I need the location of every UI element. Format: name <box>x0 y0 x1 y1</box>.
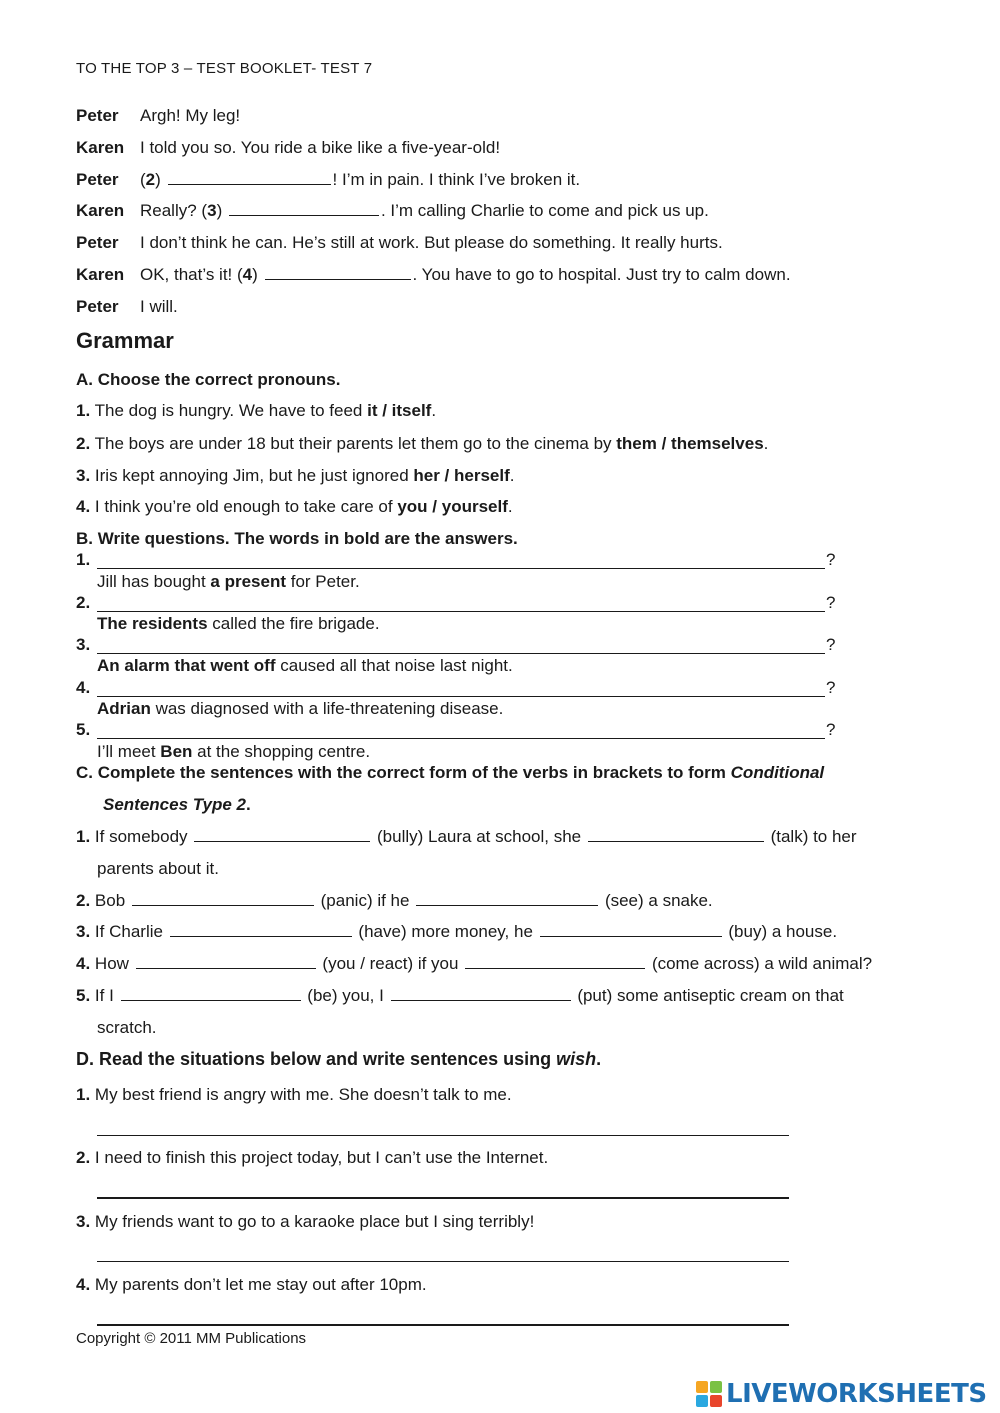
dialogue-line: Argh! My leg! <box>140 106 241 125</box>
wish-answer-line[interactable] <box>97 1135 789 1136</box>
item-text: (talk) to her <box>770 827 857 846</box>
item-number: 2. <box>76 891 91 910</box>
answer-sentence <box>97 742 370 762</box>
section-d-title <box>76 1049 601 1070</box>
verb-blank[interactable] <box>170 922 352 937</box>
wish-answer-line[interactable] <box>97 1324 789 1326</box>
list-item <box>76 891 713 911</box>
item-text: (panic) if he <box>320 891 410 910</box>
question-answer-line[interactable] <box>97 696 825 697</box>
dialogue-text: ) <box>216 201 223 220</box>
item-number: 2. <box>76 434 91 453</box>
question-answer-line[interactable] <box>97 611 825 612</box>
section-title-italic: wish <box>556 1049 597 1069</box>
verb-blank[interactable] <box>540 922 722 937</box>
list-item <box>76 922 837 942</box>
list-item <box>76 466 514 486</box>
list-item <box>76 1085 512 1105</box>
item-number: 1. <box>76 827 91 846</box>
dialogue-line: I will. <box>140 297 178 316</box>
item-text: (be) you, I <box>307 986 384 1005</box>
item-text: called the fire brigade. <box>207 614 380 633</box>
item-text: . <box>507 497 513 516</box>
item-text: Jill has bought <box>97 572 211 591</box>
dialogue-line <box>140 265 791 285</box>
item-text: If somebody <box>94 827 188 846</box>
dialogue-text: ) <box>155 170 161 189</box>
item-text: (come across) a wild animal? <box>651 954 873 973</box>
dialogue-text: OK, that’s it! ( <box>140 265 243 284</box>
verb-blank[interactable] <box>136 954 316 969</box>
speaker-name: Peter <box>76 106 119 125</box>
item-number: 2. <box>76 1148 91 1167</box>
item-text: was diagnosed with a life-threatening disease. <box>150 699 504 718</box>
section-title-text: . <box>246 795 251 814</box>
verb-blank[interactable] <box>194 827 370 842</box>
item-text: (you / react) if you <box>322 954 459 973</box>
answer-sentence <box>97 656 513 676</box>
dialogue-text: ! I’m in pain. I think I’ve broken it. <box>332 170 581 189</box>
wish-answer-line[interactable] <box>97 1197 789 1199</box>
section-title-text: D. Read the situations below and write sentences using <box>76 1049 557 1069</box>
speaker-name: Karen <box>76 138 125 157</box>
pronoun-choice[interactable]: it / itself <box>367 401 432 420</box>
item-text: I’ll meet <box>97 742 161 761</box>
speaker-name: Karen <box>76 265 125 284</box>
list-item <box>76 954 872 974</box>
item-number: 4. <box>76 497 91 516</box>
item-text: . <box>509 466 515 485</box>
section-c-title <box>76 763 824 783</box>
verb-blank[interactable] <box>391 986 571 1001</box>
section-heading-grammar: Grammar <box>76 328 174 353</box>
item-number: 2. <box>76 593 91 612</box>
item-text: at the shopping centre. <box>192 742 371 761</box>
item-text: (have) more money, he <box>358 922 533 941</box>
dialogue-text: ( <box>140 170 146 189</box>
pronoun-choice[interactable]: them / themselves <box>616 434 764 453</box>
item-text: (see) a snake. <box>604 891 713 910</box>
item-number: 3. <box>76 1212 91 1231</box>
question-answer-line[interactable] <box>97 653 825 654</box>
question-answer-line[interactable] <box>97 738 825 739</box>
item-text: caused all that noise last night. <box>275 656 513 675</box>
speaker-name: Karen <box>76 201 125 220</box>
speaker-name: Peter <box>76 233 119 252</box>
item-text: The dog is hungry. We have to feed <box>94 401 368 420</box>
dialogue-text: ) <box>252 265 258 284</box>
dialogue-line <box>140 201 709 221</box>
item-number: 4. <box>76 1275 91 1294</box>
item-number: 5. <box>76 720 91 739</box>
section-title-text: C. Complete the sentences with the correct form of the verbs in brackets to form <box>76 763 731 782</box>
page-header: TO THE TOP 3 – TEST BOOKLET- TEST 7 <box>76 60 373 77</box>
section-title-italic: Conditional <box>730 763 825 782</box>
item-text: I think you’re old enough to take care of <box>94 497 398 516</box>
section-a-title: A. Choose the correct pronouns. <box>76 370 341 389</box>
item-number: 1. <box>76 401 91 420</box>
item-text-cont: parents about it. <box>97 859 219 878</box>
dialogue-text: . I’m calling Charlie to come and pick us up. <box>380 201 709 220</box>
question-mark: ? <box>826 678 836 697</box>
blank-number: 2 <box>145 170 156 189</box>
pronoun-choice[interactable]: you / yourself <box>397 497 508 516</box>
answer-sentence <box>97 572 360 592</box>
speaker-name: Peter <box>76 170 119 189</box>
item-number: 4. <box>76 954 91 973</box>
brand-name: LIVEWORKSHEETS <box>726 1379 987 1409</box>
item-number: 4. <box>76 678 91 697</box>
verb-blank[interactable] <box>465 954 645 969</box>
item-text: My best friend is angry with me. She doesn’t talk to me. <box>94 1085 512 1104</box>
item-text: (put) some antiseptic cream on that <box>577 986 844 1005</box>
list-item <box>76 1148 548 1168</box>
question-mark: ? <box>826 593 836 612</box>
item-text: The boys are under 18 but their parents let them go to the cinema by <box>94 434 617 453</box>
answer-bold: The residents <box>97 614 208 633</box>
answer-blank[interactable] <box>168 170 331 185</box>
item-text: My parents don’t let me stay out after 10pm. <box>94 1275 427 1294</box>
dialogue-text: Really? ( <box>140 201 208 220</box>
item-text: . <box>763 434 769 453</box>
item-text: Bob <box>94 891 126 910</box>
copyright-footer: Copyright © 2011 MM Publications <box>76 1330 307 1347</box>
list-item <box>76 1275 427 1295</box>
question-answer-line[interactable] <box>97 568 825 569</box>
blank-number: 3 <box>207 201 217 220</box>
section-c-title-cont <box>103 795 251 815</box>
list-item <box>76 401 436 421</box>
answer-sentence <box>97 699 503 719</box>
list-item <box>76 434 768 454</box>
liveworksheets-icon <box>696 1381 722 1407</box>
answer-blank[interactable] <box>265 265 411 280</box>
answer-sentence <box>97 614 380 634</box>
list-item <box>76 827 857 847</box>
item-text: (buy) a house. <box>728 922 838 941</box>
item-text: . <box>431 401 437 420</box>
question-mark: ? <box>826 550 836 569</box>
blank-number: 4 <box>242 265 253 284</box>
answer-bold: Adrian <box>97 699 151 718</box>
dialogue-text: . You have to go to hospital. Just try to calm down. <box>412 265 791 284</box>
item-number: 3. <box>76 922 91 941</box>
item-text: (bully) Laura at school, she <box>377 827 582 846</box>
verb-blank[interactable] <box>121 986 301 1001</box>
item-text: Iris kept annoying Jim, but he just ignored <box>94 466 414 485</box>
dialogue-line: I don’t think he can. He’s still at work. But please do something. It really hurts. <box>140 233 723 252</box>
item-text: for Peter. <box>286 572 360 591</box>
answer-bold: a present <box>210 572 286 591</box>
section-title-italic: Sentences Type 2 <box>103 795 246 814</box>
list-item <box>76 497 513 517</box>
liveworksheets-logo <box>696 1376 987 1412</box>
dialogue-line <box>140 170 580 190</box>
item-text: I need to finish this project today, but I can’t use the Internet. <box>94 1148 549 1167</box>
item-text: If I <box>94 986 114 1005</box>
question-mark: ? <box>826 720 836 739</box>
list-item <box>76 986 844 1006</box>
item-text-cont: scratch. <box>97 1018 157 1037</box>
verb-blank[interactable] <box>132 891 314 906</box>
item-number: 5. <box>76 986 91 1005</box>
question-mark: ? <box>826 635 836 654</box>
list-item <box>76 1212 534 1232</box>
pronoun-choice[interactable]: her / herself <box>413 466 510 485</box>
verb-blank[interactable] <box>416 891 598 906</box>
speaker-name: Peter <box>76 297 119 316</box>
item-number: 1. <box>76 550 91 569</box>
item-text: If Charlie <box>94 922 163 941</box>
answer-bold: An alarm that went off <box>97 656 276 675</box>
item-number: 3. <box>76 466 91 485</box>
section-b-title: B. Write questions. The words in bold are the answers. <box>76 529 518 548</box>
item-text: How <box>94 954 129 973</box>
item-number: 3. <box>76 635 91 654</box>
wish-answer-line[interactable] <box>97 1261 789 1262</box>
item-text: My friends want to go to a karaoke place but I sing terribly! <box>94 1212 535 1231</box>
answer-bold: Ben <box>160 742 193 761</box>
dialogue-line: I told you so. You ride a bike like a five-year-old! <box>140 138 501 157</box>
answer-blank[interactable] <box>229 201 379 216</box>
verb-blank[interactable] <box>588 827 764 842</box>
section-title-text: . <box>596 1049 602 1069</box>
item-number: 1. <box>76 1085 91 1104</box>
